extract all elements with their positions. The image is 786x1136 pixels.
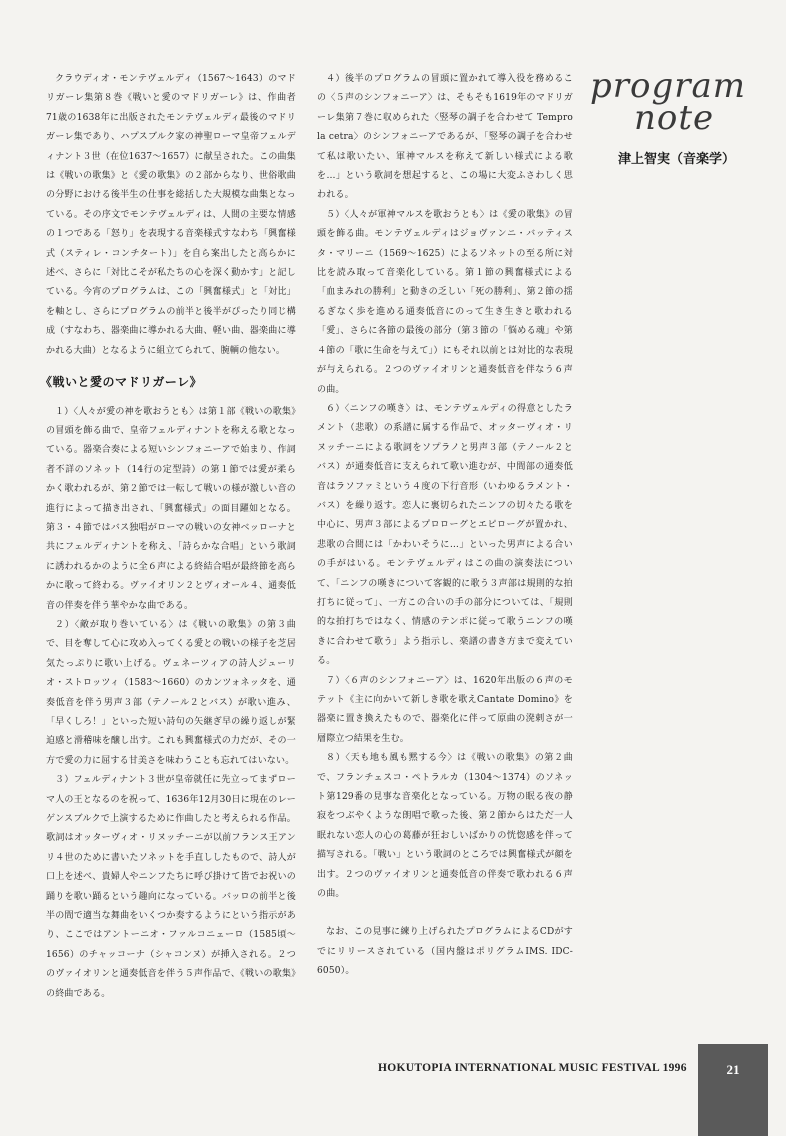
closing-paragraph: なお、この見事に練り上げられたプログラムによるCDがすでにリリースされている（国内盤はポリグラムIMS. IDC-6050）。 xyxy=(317,927,573,977)
item-paragraph-6: ６）〈ニンフの嘆き〉は、モンテヴェルディの得意としたラメント（悲歌）の系譜に属する作品で、オッターヴィオ・リヌッチーニによる歌詞をソプラノと男声３部（テノール２とバス）が通奏低音に支えられて歌い進むが、中間部の通奏低音はラソファミという４度の下行音形（いわゆるラメント・バス）を繰り返す。恋人に裏切られたニンフの切々たる歌を中心に、男声３部によるプロローグとエピローグが置かれ、悲歌の合間には「かわいそうに…」といった男声による合いの手がはいる。モンテヴェルディはこの曲の演奏法について、「ニンフの嘆きについて客観的に歌う３声部は規則的な拍打ちに従って」、一方この合いの手の部分については、「規則的な拍打ちではなく、情感のテンポに従って歌うニンフの嘆きに合わせて歌う」よう指示し、楽譜の書き方まで変えている。 xyxy=(317,403,573,667)
left-column xyxy=(40,70,296,1004)
item-paragraph-8: ８）〈天も地も風も黙する今〉は《戦いの歌集》の第２曲で、フランチェスコ・ペトラルカ（1304～1374）のソネット第129番の見事な音楽化となっている。万物の眠る夜の静寂をつぶやくような朗唱で歌った後、第２節からはただ一人眠れない恋人の心の葛藤が狂おしいばかりの恍惚感を伴って描写される。「戦い」という歌詞のところでは興奮様式が顔を出す。２つのヴァイオリンと通奏低音の伴奏で歌われる６声の曲。 xyxy=(317,753,573,900)
intro-paragraph: クラウディオ・モンテヴェルディ（1567～1643）のマドリガーレ集第８巻《戦いと愛のマドリガーレ》は、作曲者71歳の1638年に出版されたモンテヴェルディ最後のマドリガーレ集であり、ハプスブルク家の神聖ローマ皇帝フェルディナント３世（在位1637～1657）に献呈された。この曲集は《戦いの歌集》と《愛の歌集》の２部からなり、世俗歌曲の分野における後半生の仕事を総括した大規模な曲集となっている。その序文でモンテヴェルディは、人間の主要な情感の１つである「怒り」を表現する音楽様式すなわち「興奮様式（スティレ・コンチタート）」を自ら案出したと高らかに述べ、さらに「対比こそが私たちの心を深く動かす」と記している。今宵のプログラムは、この「興奮様式」と「対比」を軸とし、さらにプログラムの前半と後半がぴったり同じ構成（すなわち、器楽曲に導かれる大曲、軽い曲、器楽曲に導かれる大曲）となるように組立てられて、腕輌の他ない。 xyxy=(46,74,296,356)
author-name: 津上智実（音楽学） xyxy=(618,152,736,167)
section-heading: 《戦いと愛のマドリガーレ》 xyxy=(40,375,203,390)
item-paragraph-3: ３）フェルディナント３世が皇帝就任に先立ってまずローマ人の王となるのを祝って、1636年12月30日に現在のレーゲンスブルクで上演するために作曲したと考えられる作品。歌詞はオッターヴィオ・リヌッチーニが以前フランス王アンリ４世のために書いたソネットを手直ししたもので、詩人が口上を述べ、貴婦人やニンフたちに呼び掛けて皆でお祝いの踊りを歌い踊るという趣向になっている。バッロの前半と後半の間で適当な舞曲をいくつか奏するようにという指示があり、ここではアントーニオ・ファルコニェーロ（1585頃～1656）のチャッコーナ（シャコンヌ）が挿入される。２つのヴァイオリンと通奏低音を伴う５声作品で、《戦いの歌集》の終曲である。 xyxy=(46,775,296,999)
item-paragraph-7: ７）〈６声のシンフォニーア〉は、1620年出版の６声のモテット《主に向かいて新しき歌を歌えCantate Domino》を器楽に置き換えたもので、器楽化に伴って原曲の溌剌さが一層際立つ結果を生む。 xyxy=(317,675,573,744)
program-note-heading xyxy=(590,66,750,167)
festival-footer-title: HOKUTOPIA INTERNATIONAL MUSIC FESTIVAL 1996 xyxy=(378,1062,687,1074)
item-paragraph-5: ５）〈人々が軍神マルスを歌おうとも〉は《愛の歌集》の冒頭を飾る曲。モンテヴェルディはジョヴァンニ・バッティスタ・マリーニ（1569～1625）によるソネットの至る所に対比を読み取って音楽化している。第１節の興奮様式による「血まみれの勝利」と動きの乏しい「死の勝利」、第２節の揺るぎなく歩を進める通奏低音にのって生き生きと歌われる「愛」、さらに各節の最後の部分（第３節の「悩める魂」や第４節の「歌に生命を与えて」）にもそれ以前とは対比的な表現が与えられる。２つのヴァイオリンと通奏低音を伴なう６声の曲。 xyxy=(317,209,573,395)
item-paragraph-1: １）〈人々が愛の神を歌おうとも〉は第１部《戦いの歌集》の冒頭を飾る曲で、皇帝フェルディナントを称える歌となっている。器楽合奏による短いシンフォニーアで始まり、作詞者不詳のソネット（14行の定型詩）の第１節では愛が柔らかく歌われるが、第２節では一転して戦いの様が激しい音の進行によって描き出され、「興奮様式」の面目躍如となる。第３・４節ではバス独唱がローマの戦いの女神ベッローナと共にフェルディナントを称え、「詩らかな合唱」という歌詞に誘われるかのように全６声による終結合唱が最終節を高らかに歌って終わる。ヴァイオリン２とヴィオール４、通奏低音の伴奏を伴う華やかな曲である。 xyxy=(46,406,296,611)
program-note-title-line1: program xyxy=(590,66,747,106)
program-note-title-line2: note xyxy=(634,98,715,138)
item-paragraph-4: ４）後半のプログラムの冒頭に置かれて導入役を務めるこの〈５声のシンフォニーア〉は、そもそも1619年のマドリガーレ集第７巻に収められた〈竪琴の調子を合わせて Tempro la cetra〉のシンフォニーアであるが、「竪琴の調子を合わせて私は歌いたい、軍神マルスを称えて新しい様式による歌を…」という歌詞を想起すると、この場に大変ふさわしく思われる。 xyxy=(317,74,573,201)
page-number-box xyxy=(698,1044,768,1136)
paragraph-gap xyxy=(317,904,573,923)
item-paragraph-2: ２）〈敵が取り巻いている〉は《戦いの歌集》の第３曲で、目を奪して心に攻め入ってくる愛との戦いの様子を芝居気たっぷりに歌い上げる。ヴェネーツィアの詩人ジューリオ・ストロッツィ（1583～1660）のカンツォネッタを、通奏低音を伴う男声３部（テノール２とバス）が歌い進み、「早くしろ！」といった短い詩句の矢継ぎ早の繰り返しが緊迫感と滑稽味を醸し出す。これも興奮様式の力だが、その一方で愛の力に屈する甘美さを味わうことも忘れてはいない。 xyxy=(46,619,296,766)
page-number: 21 xyxy=(726,1062,740,1077)
middle-column xyxy=(317,70,573,982)
